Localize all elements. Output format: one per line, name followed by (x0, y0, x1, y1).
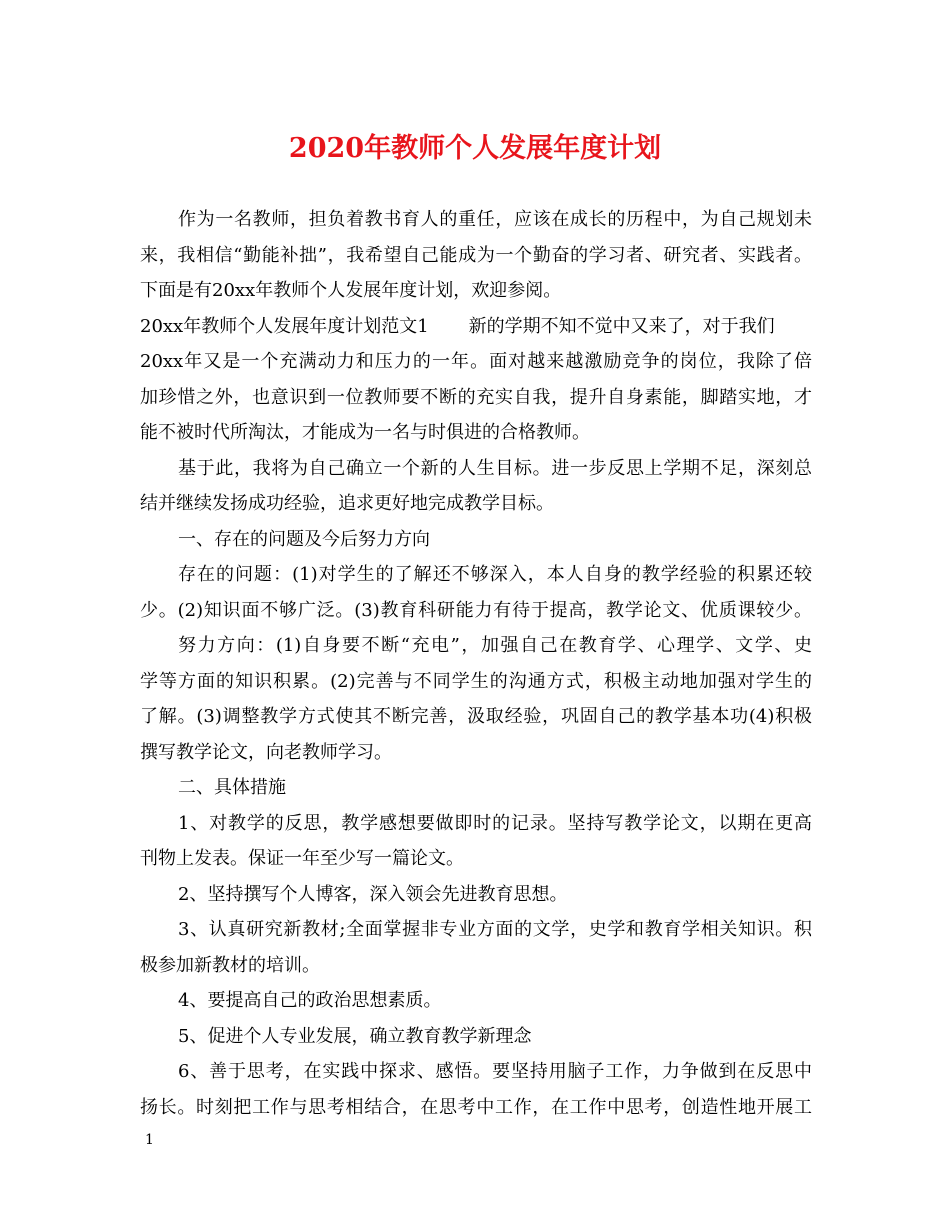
paragraph-line: 3、认真研究新教材;全面掌握非专业方面的文学，史学和教育学相关知识。积 (178, 919, 812, 940)
paragraph-line: 下面是有20xx年教师个人发展年度计划，欢迎参阅。 (140, 280, 562, 301)
paragraph-text: 新的学期不知不觉中又来了，对于我们 (468, 315, 775, 337)
paragraph-line: 1、对教学的反思，教学感想要做即时的记录。坚持写教学论文，以期在更高 (178, 812, 812, 834)
section-heading: 二、具体措施 (178, 777, 286, 798)
paragraph-line: 撰写教学论文，向老教师学习。 (140, 741, 392, 763)
paragraph-line: 存在的问题：(1)对学生的了解还不够深入，本人自身的教学经验的积累还较 (178, 564, 812, 585)
paragraph-line: 结并继续发扬成功经验，追求更好地完成教学目标。 (140, 493, 554, 514)
paragraph-line: 作为一名教师，担负着教书育人的重任，应该在成长的历程中，为自己规划未 (178, 209, 812, 230)
page-number: 1 (145, 1132, 154, 1148)
paragraph-line: 6、善于思考，在实践中探求、感悟。要坚持用脑子工作，力争做到在反思中 (178, 1061, 812, 1082)
paragraph-line: 极参加新教材的培训。 (140, 954, 320, 976)
paragraph-line: 学等方面的知识积累。(2)完善与不同学生的沟通方式，积极主动地加强对学生的 (140, 670, 812, 692)
paragraph-line: 加珍惜之外，也意识到一位教师要不断的充实自我，提升自身素能，脚踏实地，才 (140, 386, 812, 408)
paragraph-line: 基于此，我将为自己确立一个新的人生目标。进一步反思上学期不足，深刻总 (178, 457, 812, 479)
paragraph-line: 扬长。时刻把工作与思考相结合，在思考中工作，在工作中思考，创造性地开展工 (140, 1096, 812, 1118)
document-body (140, 202, 812, 1125)
paragraph-line (140, 309, 812, 345)
paragraph-line: 了解。(3)调整教学方式使其不断完善，汲取经验，巩固自己的教学基本功(4)积极 (140, 706, 812, 727)
paragraph-line: 4、要提高自己的政治思想素质。 (178, 990, 442, 1011)
paragraph-line: 少。(2)知识面不够广泛。(3)教育科研能力有待于提高，教学论文、优质课较少。 (140, 599, 812, 621)
paragraph-line: 努力方向：(1)自身要不断“充电”，加强自己在教育学、心理学、文学、史 (178, 635, 812, 656)
paragraph-line: 能不被时代所淘汰，才能成为一名与时俱进的合格教师。 (140, 422, 590, 443)
paragraph-line: 刊物上发表。保证一年至少写一篇论文。 (140, 848, 464, 869)
document-title: 2020年教师个人发展年度计划 (288, 133, 662, 164)
paragraph-line: 来，我相信“勤能补拙”，我希望自己能成为一个勤奋的学习者、研究者、实践者。 (140, 244, 812, 266)
paragraph-line: 2、坚持撰写个人博客，深入领会先进教育思想。 (178, 883, 568, 905)
section-heading: 一、存在的问题及今后努力方向 (178, 528, 430, 550)
sample-heading: 20xx年教师个人发展年度计划范文1 (140, 315, 429, 337)
paragraph-line: 5、促进个人专业发展，确立教育教学新理念 (178, 1025, 532, 1047)
paragraph-line: 20xx年又是一个充满动力和压力的一年。面对越来越激励竞争的岗位，我除了倍 (140, 351, 812, 372)
